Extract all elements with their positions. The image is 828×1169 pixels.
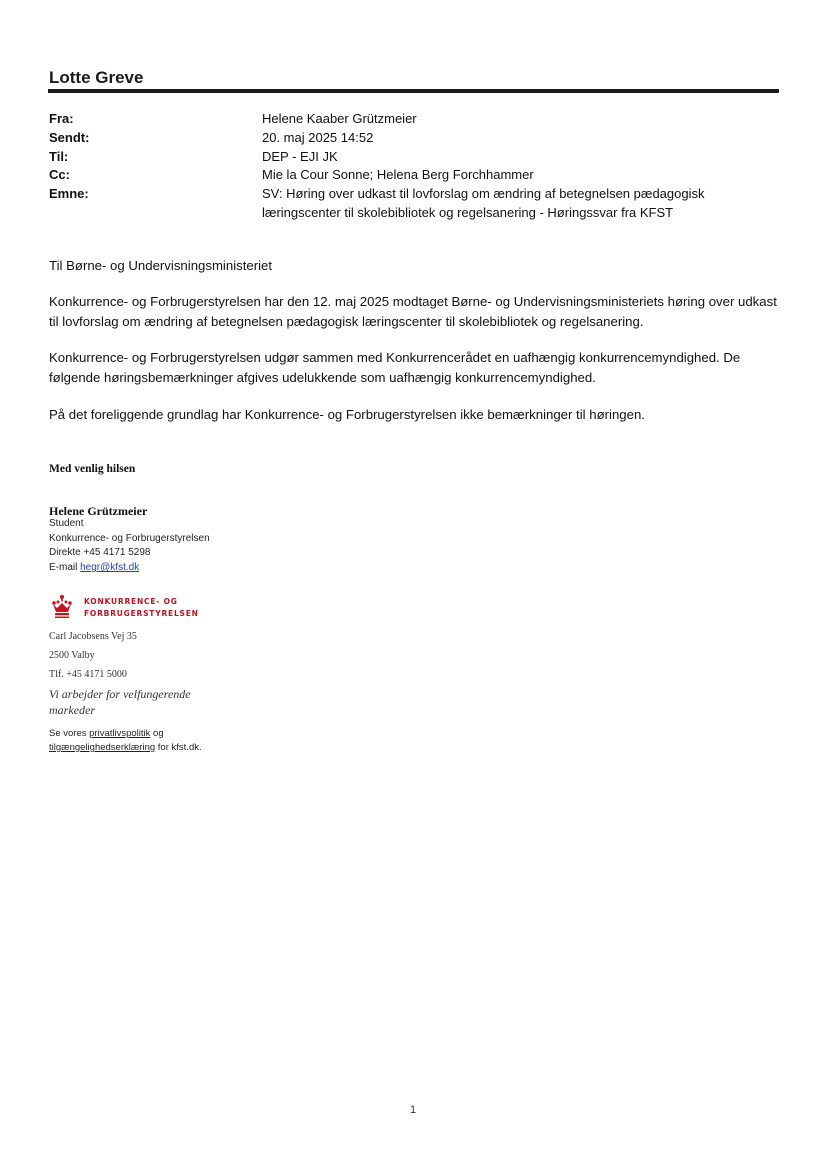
signature-title: Student [49, 518, 84, 529]
address-city: 2500 Valby [49, 650, 95, 661]
sent-value: 20. maj 2025 14:52 [262, 130, 374, 145]
page-title: Lotte Greve [49, 68, 144, 87]
body-paragraph-1: Konkurrence- og Forbrugerstyrelsen har den 12. maj 2025 modtaget Børne- og Undervisningsministeriets høring over udkast til lovforslag om ændring af betegnelsen pædagogisk læringscenter til skolebibliotek og regelsanering. [49, 294, 777, 329]
crown-icon [49, 594, 75, 620]
page-number: 1 [410, 1104, 417, 1116]
signature-organization: Konkurrence- og Forbrugerstyrelsen [49, 533, 210, 544]
subject-label: Emne: [49, 186, 89, 201]
cc-value: Mie la Cour Sonne; Helena Berg Forchhammer [262, 167, 534, 182]
privacy-policy-link[interactable]: privatlivspolitik [89, 728, 151, 739]
sent-label: Sendt: [49, 130, 90, 145]
address-phone: Tlf. +45 4171 5000 [49, 669, 127, 680]
salutation: Til Børne- og Undervisningsministeriet [49, 258, 273, 273]
signature-name: Helene Grützmeier [49, 504, 148, 518]
policy-note: Se vores privatlivspolitik og tilgængelighedserklæring for kfst.dk. [49, 728, 202, 753]
from-value: Helene Kaaber Grützmeier [262, 111, 417, 126]
accessibility-statement-link[interactable]: tilgængelighedserklæring [49, 742, 156, 753]
body-paragraph-2: Konkurrence- og Forbrugerstyrelsen udgør sammen med Konkurrencerådet en uafhængig konkurrencemyndighed. De følgende høringsbemærkninger afgives udelukkende som uafhængig konkurrencemyndighed. [49, 350, 741, 385]
from-label: Fra: [49, 111, 74, 126]
title-divider [48, 89, 779, 93]
signature-email-line [49, 562, 139, 573]
logo-wordmark: KONKURRENCE- OG FORBRUGERSTYRELSEN [84, 597, 199, 618]
address-street: Carl Jacobsens Vej 35 [49, 631, 137, 642]
to-value: DEP - EJI JK [262, 149, 338, 164]
signature-direct-phone: Direkte +45 4171 5298 [49, 547, 151, 558]
closing: Med venlig hilsen [49, 463, 136, 475]
motto: Vi arbejder for velfungerende markeder [49, 687, 191, 717]
email-label: E-mail [49, 562, 78, 573]
body-paragraph-3: På det foreliggende grundlag har Konkurrence- og Forbrugerstyrelsen ikke bemærkninger til høringen. [49, 407, 645, 422]
subject-value: SV: Høring over udkast til lovforslag om ændring af betegnelsen pædagogisk læringscenter til skolebibliotek og regelsanering - Høringssvar fra KFST [262, 186, 705, 220]
kfst-logo [49, 594, 209, 624]
cc-label: Cc: [49, 167, 70, 182]
to-label: Til: [49, 149, 69, 164]
email-link[interactable]: hegr@kfst.dk [80, 562, 140, 573]
